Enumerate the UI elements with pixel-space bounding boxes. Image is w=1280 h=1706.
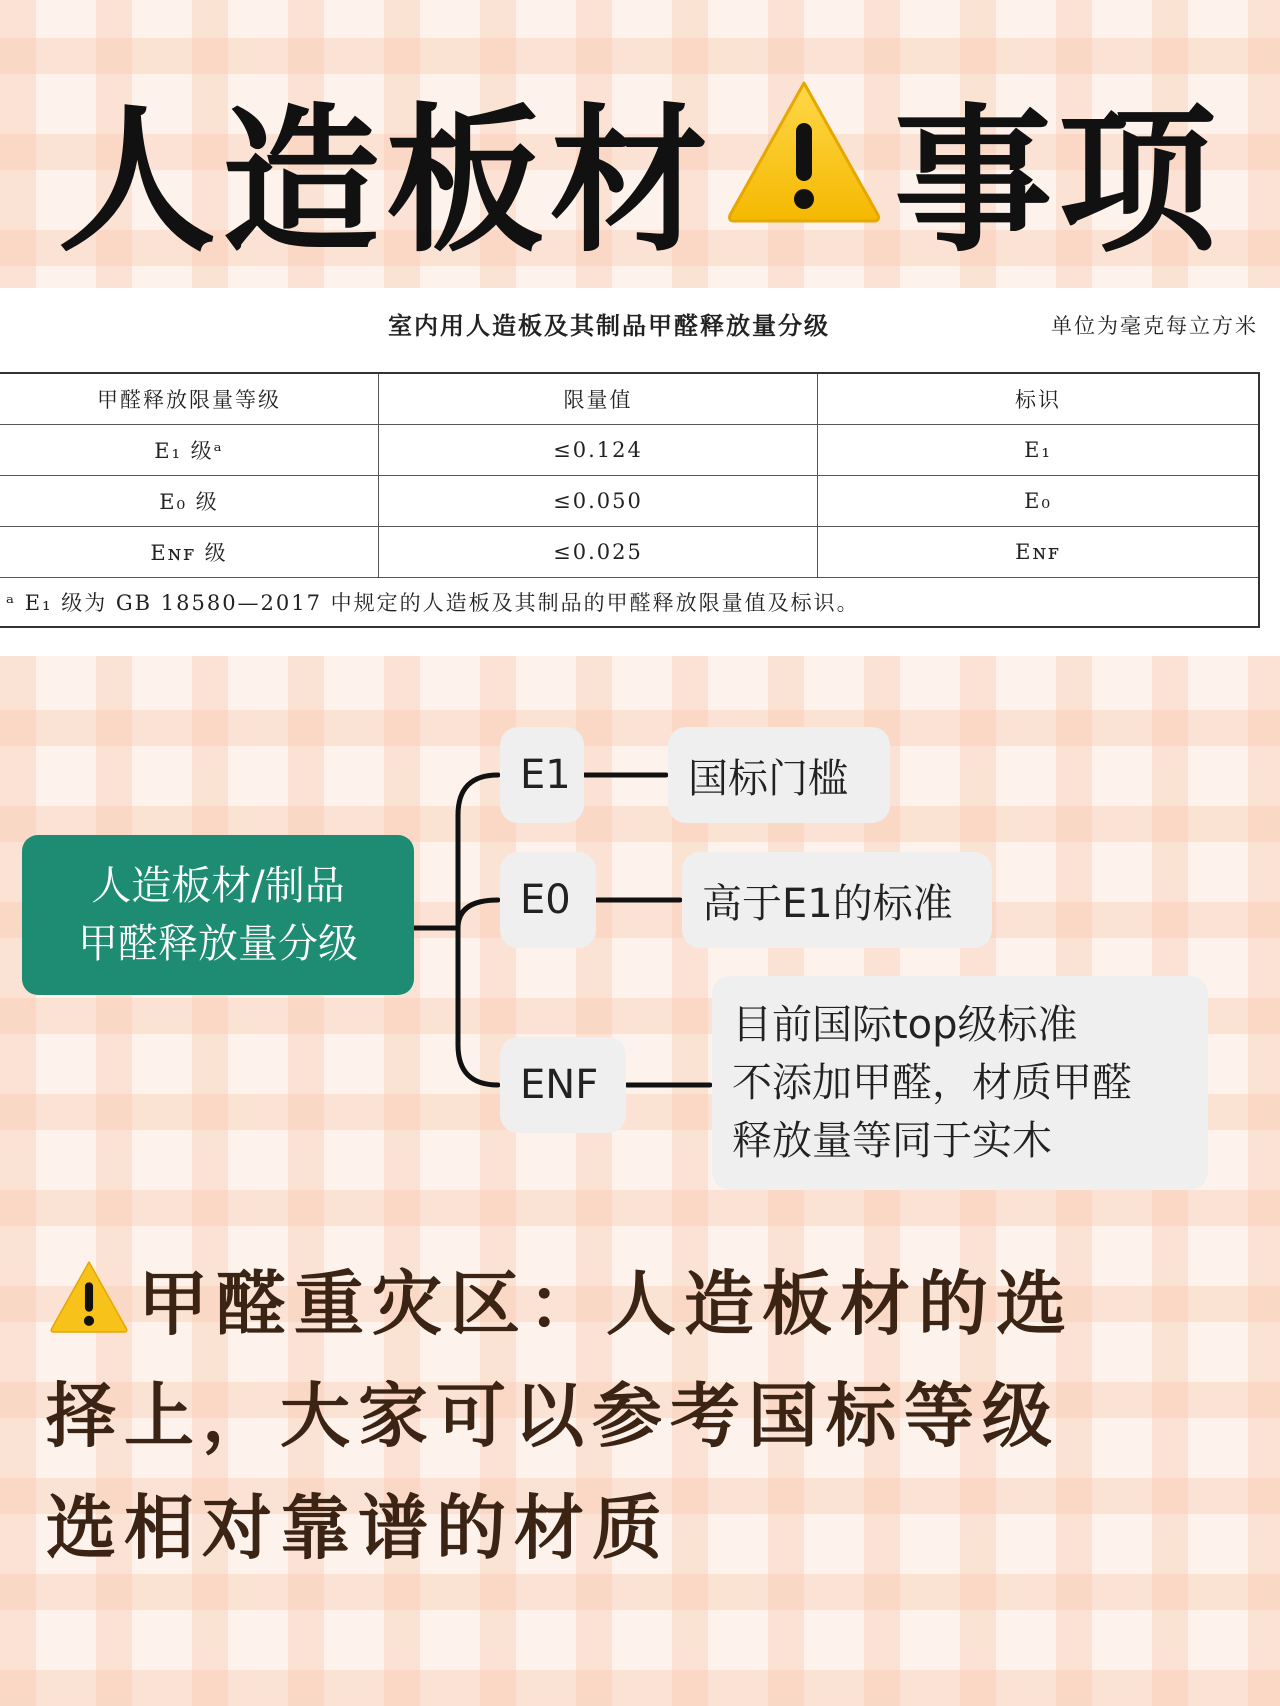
page-title (0, 55, 1280, 282)
table-footnote: ᵃ E₁ 级为 GB 18580—2017 中规定的人造板及其制品的甲醛释放限量值及标识。 (0, 578, 1259, 628)
branch-e0-connector (458, 900, 498, 928)
table-footnote-row (0, 578, 1259, 628)
column-header: 限量值 (379, 373, 818, 425)
column-header: 甲醛释放限量等级 (0, 373, 379, 425)
mark-cell: E₀ (818, 476, 1260, 527)
table-unit: 单位为毫克每立方米 (1051, 314, 1258, 338)
mind-map (0, 700, 1280, 1220)
desc-line: 目前国际top级标准 (732, 1002, 1078, 1048)
desc-line: 不添加甲醛，材质甲醛 (732, 1060, 1132, 1106)
mark-cell: Eɴꜰ (818, 527, 1260, 578)
table-row (0, 476, 1259, 527)
root-node (22, 835, 414, 995)
column-header: 标识 (818, 373, 1260, 425)
table-row (0, 527, 1259, 578)
grade-node-enf: ENF (500, 1037, 626, 1133)
table-caption: 室内用人造板及其制品甲醛释放量分级 (388, 311, 830, 340)
formaldehyde-grade-table (0, 288, 1280, 656)
level-cell: E₁ 级ᵃ (0, 425, 379, 476)
note-line (46, 1248, 1246, 1360)
note-line1: 甲醛重灾区：人造板材的选 (138, 1263, 1074, 1345)
desc-node-e0: 高于E1的标准 (682, 852, 992, 948)
note-line2: 择上，大家可以参考国标等级 (46, 1375, 1060, 1457)
branch-trunk (458, 775, 498, 1085)
grade-node-e1: E1 (500, 727, 584, 823)
limit-cell: ≤0.025 (379, 527, 818, 578)
level-cell: Eɴꜰ 级 (0, 527, 379, 578)
note-line3: 选相对靠谱的材质 (46, 1487, 670, 1569)
title-left: 人造板材 (58, 90, 714, 274)
level-cell: E₀ 级 (0, 476, 379, 527)
desc-node-enf (712, 976, 1208, 1190)
grade-node-e0: E0 (500, 852, 596, 948)
desc-line: 释放量等同于实木 (732, 1118, 1052, 1164)
warning-icon (724, 75, 884, 263)
root-label-line1: 人造板材/制品 (91, 863, 345, 909)
grade-table (0, 372, 1260, 628)
root-label-line2: 甲醛释放量分级 (78, 921, 358, 967)
table-header-row (0, 373, 1259, 425)
desc-node-e1: 国标门槛 (668, 727, 890, 823)
table-row (0, 425, 1259, 476)
mark-cell: E₁ (818, 425, 1260, 476)
limit-cell: ≤0.124 (379, 425, 818, 476)
limit-cell: ≤0.050 (379, 476, 818, 527)
title-right: 事项 (894, 90, 1222, 274)
warning-note (46, 1248, 1246, 1584)
warning-icon (46, 1258, 132, 1334)
